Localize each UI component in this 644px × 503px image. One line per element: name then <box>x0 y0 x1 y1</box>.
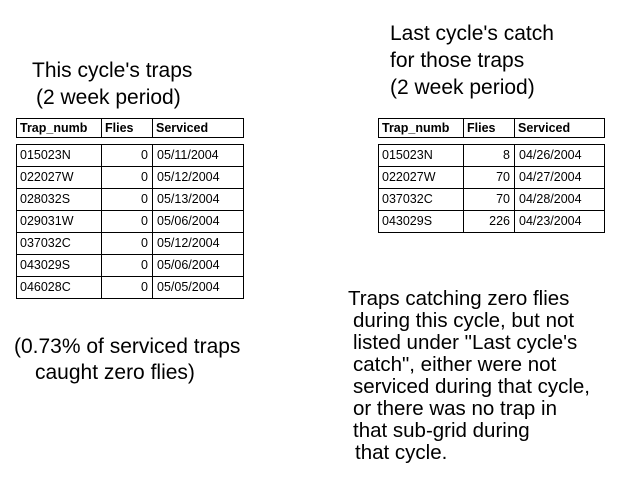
table-row <box>379 145 604 167</box>
cell-trap-number: 043029S <box>382 214 433 228</box>
cell-serviced: 05/12/2004 <box>152 167 243 188</box>
table-body <box>16 144 244 299</box>
left-caption-line-1: This cycle's traps <box>32 59 193 82</box>
header-serviced: Serviced <box>152 119 243 137</box>
right-caption-line-3: (2 week period) <box>390 76 535 99</box>
right-note-line-3: listed under "Last cycle's <box>353 331 578 354</box>
cell-serviced: 05/05/2004 <box>152 277 243 298</box>
table-row <box>17 255 243 277</box>
last-cycle-catch-table <box>378 118 605 233</box>
left-caption <box>32 57 192 111</box>
cell-serviced: 04/27/2004 <box>514 167 604 188</box>
table-row <box>17 167 243 189</box>
cell-trap-number: 028032S <box>20 192 71 206</box>
cell-serviced: 05/13/2004 <box>152 189 243 210</box>
cell-trap-number: 022027W <box>20 170 74 184</box>
cell-flies: 0 <box>101 167 152 188</box>
left-note-line-2: caught zero flies) <box>35 361 195 384</box>
cell-serviced: 05/12/2004 <box>152 233 243 254</box>
right-note-line-5: serviced during that cycle, <box>353 375 591 398</box>
header-flies: Flies <box>463 119 514 137</box>
table-row <box>379 189 604 211</box>
left-note <box>14 334 240 386</box>
cell-flies: 0 <box>101 211 152 232</box>
cell-trap-number: 037032C <box>382 192 433 206</box>
left-caption-line-2: (2 week period) <box>36 86 181 109</box>
cell-trap-number: 043029S <box>20 258 71 272</box>
cell-trap-number: 046028C <box>20 280 71 294</box>
header-serviced: Serviced <box>514 119 604 137</box>
right-note-line-7: that sub-grid during <box>353 419 530 442</box>
table-row <box>379 167 604 189</box>
cell-flies: 0 <box>101 145 152 166</box>
table-row <box>17 277 243 299</box>
left-note-line-1: (0.73% of serviced traps <box>14 335 241 358</box>
right-note-line-8: that cycle. <box>355 441 448 464</box>
header-trap-number: Trap_numb <box>20 121 88 135</box>
table-row <box>17 233 243 255</box>
cell-serviced: 05/06/2004 <box>152 255 243 276</box>
cell-serviced: 05/06/2004 <box>152 211 243 232</box>
table-header <box>16 118 244 138</box>
right-note-line-4: catch", either were not <box>353 353 557 376</box>
cell-trap-number: 015023N <box>20 148 71 162</box>
table-row <box>17 211 243 233</box>
cell-trap-number: 037032C <box>20 236 71 250</box>
cell-flies: 0 <box>101 277 152 298</box>
table-body <box>378 144 605 233</box>
cell-trap-number: 029031W <box>20 214 74 228</box>
right-caption-line-1: Last cycle's catch <box>390 22 554 45</box>
table-row <box>17 145 243 167</box>
cell-trap-number: 015023N <box>382 148 433 162</box>
right-note <box>348 288 590 464</box>
cell-flies: 0 <box>101 189 152 210</box>
cell-flies: 0 <box>101 255 152 276</box>
right-caption <box>390 20 554 101</box>
right-note-line-1: Traps catching zero flies <box>348 287 570 310</box>
cell-flies: 70 <box>463 167 514 188</box>
cell-serviced: 04/28/2004 <box>514 189 604 210</box>
right-caption-line-2: for those traps <box>390 49 525 72</box>
cell-serviced: 04/26/2004 <box>514 145 604 166</box>
right-note-line-6: or there was no trap in <box>353 397 557 420</box>
this-cycle-traps-table <box>16 118 244 299</box>
cell-flies: 70 <box>463 189 514 210</box>
table-row <box>379 211 604 233</box>
cell-flies: 8 <box>463 145 514 166</box>
table-row <box>17 189 243 211</box>
header-flies: Flies <box>101 119 152 137</box>
table-header <box>378 118 605 138</box>
cell-flies: 0 <box>101 233 152 254</box>
header-trap-number: Trap_numb <box>382 121 450 135</box>
cell-trap-number: 022027W <box>382 170 436 184</box>
cell-flies: 226 <box>463 211 514 232</box>
cell-serviced: 05/11/2004 <box>152 145 243 166</box>
right-note-line-2: during this cycle, but not <box>353 309 575 332</box>
cell-serviced: 04/23/2004 <box>514 211 604 232</box>
